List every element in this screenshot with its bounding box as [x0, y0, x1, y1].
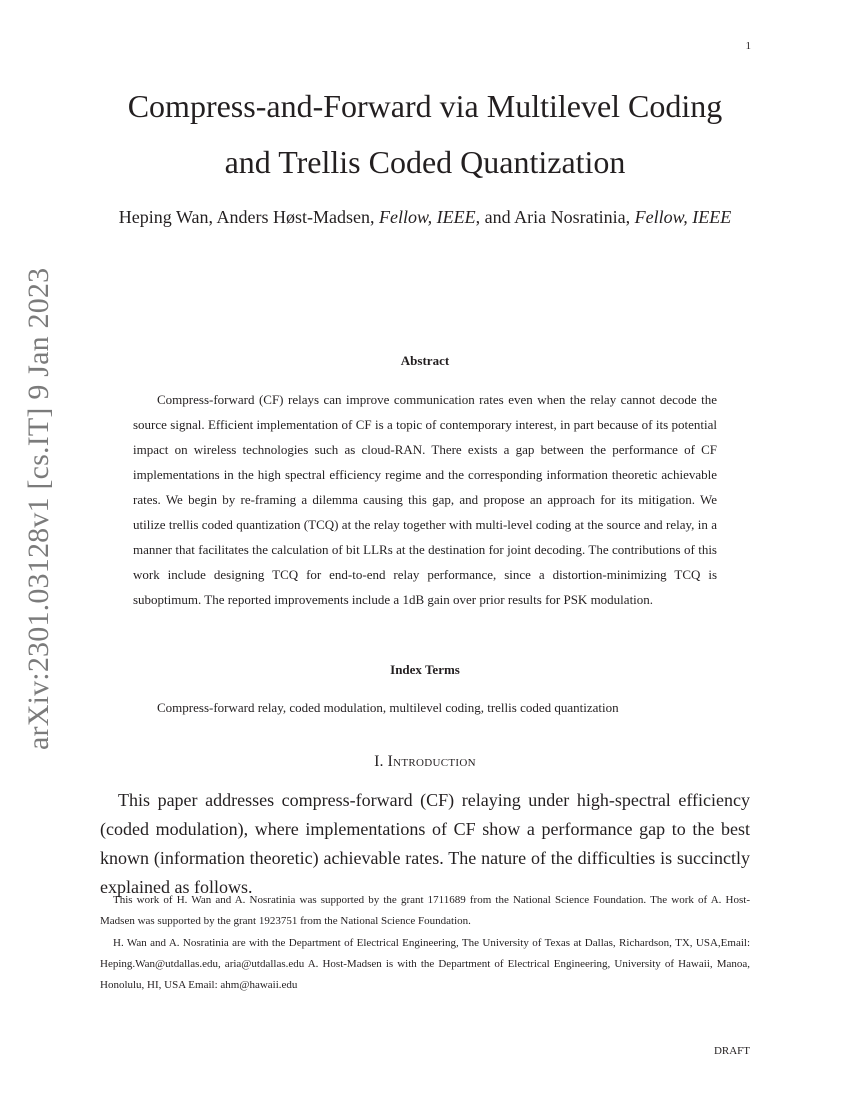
intro-paragraph: This paper addresses compress-forward (CF) relaying under high-spectral efficiency (coded modulation), where implementations of CF show a performance gap to the best known (information theoretic) achievable rates. The nature of the difficulties is succinctly explained as follows.	[100, 790, 750, 897]
index-terms-text: Compress-forward relay, coded modulation, multilevel coding, trellis coded quantization	[157, 700, 619, 715]
title-line-2: and Trellis Coded Quantization	[224, 144, 626, 180]
title-line-1: Compress-and-Forward via Multilevel Coding	[127, 88, 723, 124]
footnote-affiliations: H. Wan and A. Nosratinia are with the Department of Electrical Engineering, The University of Texas at Dallas, Richardson, TX, USA,Email: Heping.Wan@utdallas.edu, aria@utdallas.edu A. Host-Madsen is with the Department of Electrical Engineering, University of Hawaii, Manoa, Honolulu, HI, USA Email: ahm@hawaii.edu	[100, 937, 750, 991]
abstract-text: Compress-forward (CF) relays can improve communication rates even when the relay cannot decode the source signal. Efficient implementation of CF is a topic of contemporary interest, in part because of its potential impact on wireless technologies such as cloud-RAN. There exists a gap between the performance of CF implementations in the high spectral efficiency regime and the corresponding information theoretic achievable rates. We begin by re-framing a dilemma causing this gap, and propose an approach for its mitigation. We utilize trellis coded quantization (TCQ) at the relay together with multi-level coding at the source and relay, in a manner that facilitates the calculation of bit LLRs at the destination for joint decoding. The contributions of this work include designing TCQ for end-to-end relay performance, since a distortion-minimizing TCQ is suboptimum. The reported improvements include a 1dB gain over prior results for PSK modulation.	[133, 392, 717, 607]
footnote-funding: This work of H. Wan and A. Nosratinia was supported by the grant 1711689 from the National Science Foundation. The work of A. Host-Madsen was supported by the grant 1923751 from the National Science Foundation.	[100, 894, 750, 927]
authors-names-2: , and Aria Nosratinia,	[475, 207, 635, 227]
section-heading	[0, 753, 850, 771]
index-terms-heading: Index Terms	[390, 662, 460, 677]
authors-names-1: Heping Wan, Anders Høst-Madsen,	[118, 207, 379, 227]
section-title: Introduction	[387, 753, 476, 770]
author-list	[100, 200, 750, 235]
page-number: 1	[745, 40, 751, 52]
authors-fellow-1: Fellow, IEEE	[378, 207, 476, 227]
section-number: I.	[374, 753, 384, 770]
abstract-heading: Abstract	[400, 353, 450, 368]
authors-fellow-2: Fellow, IEEE	[634, 207, 732, 227]
draft-label: DRAFT	[713, 1045, 750, 1057]
paper-title	[0, 78, 850, 190]
arxiv-identifier[interactable]: arXiv:2301.03128v1 [cs.IT] 9 Jan 2023	[22, 267, 55, 750]
